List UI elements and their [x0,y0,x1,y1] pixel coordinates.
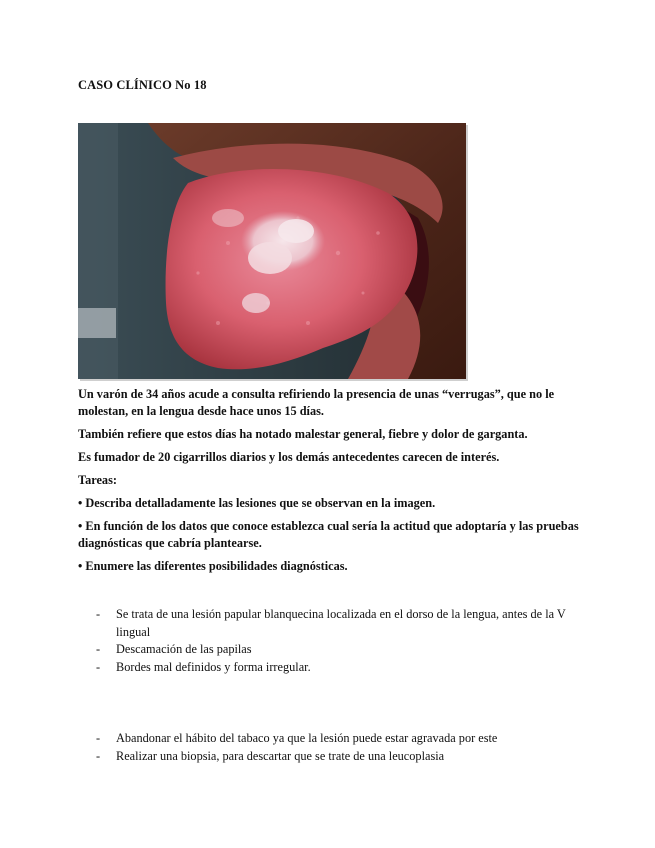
case-paragraph: Es fumador de 20 cigarrillos diarios y los demás antecedentes carecen de interés. [78,450,500,464]
task-item: • En función de los datos que conoce establezca cual sería la actitud que adoptaría y las pruebas diagnósticas que cabría plantearse. [78,519,579,550]
list-item-text: Bordes mal definidos y forma irregular. [116,659,311,674]
dash-bullet: - [96,748,101,763]
list-item-text: Descamación de las papilas [116,642,252,656]
case-paragraph: Un varón de 34 años acude a consulta refiriendo la presencia de unas “verrugas”, que no le molestan, en la lengua desde hace unos 15 días. [78,387,555,418]
task-item: • Enumere las diferentes posibilidades diagnósticas. [78,559,348,573]
tasks-heading: Tareas: [78,473,117,487]
case-title: CASO CLÍNICO No 18 [78,78,207,92]
dash-bullet: - [96,731,101,745]
list-item [96,606,596,641]
dash-bullet: - [96,642,101,656]
case-paragraph: También refiere que estos días ha notado malestar general, fiebre y dolor de garganta. [78,427,528,441]
clinical-photo [78,123,466,379]
list-item [96,748,596,766]
list-item [96,641,596,659]
task-item: • Describa detalladamente las lesiones que se observan en la imagen. [78,496,436,510]
list-item [96,659,596,677]
list-item-text: Realizar una biopsia, para descartar que se trate de una leucoplasia [116,748,445,763]
dash-bullet: - [96,659,101,674]
dash-bullet: - [96,607,101,621]
case-description [78,386,598,581]
answer-list-actions [96,730,596,765]
list-item-text: Se trata de una lesión papular blanquecina localizada en el dorso de la lengua, antes de la V lingual [116,607,566,639]
answer-list-lesions [96,606,596,676]
list-item [96,730,596,748]
list-item-text: Abandonar el hábito del tabaco ya que la lesión puede estar agravada por este [116,731,498,745]
